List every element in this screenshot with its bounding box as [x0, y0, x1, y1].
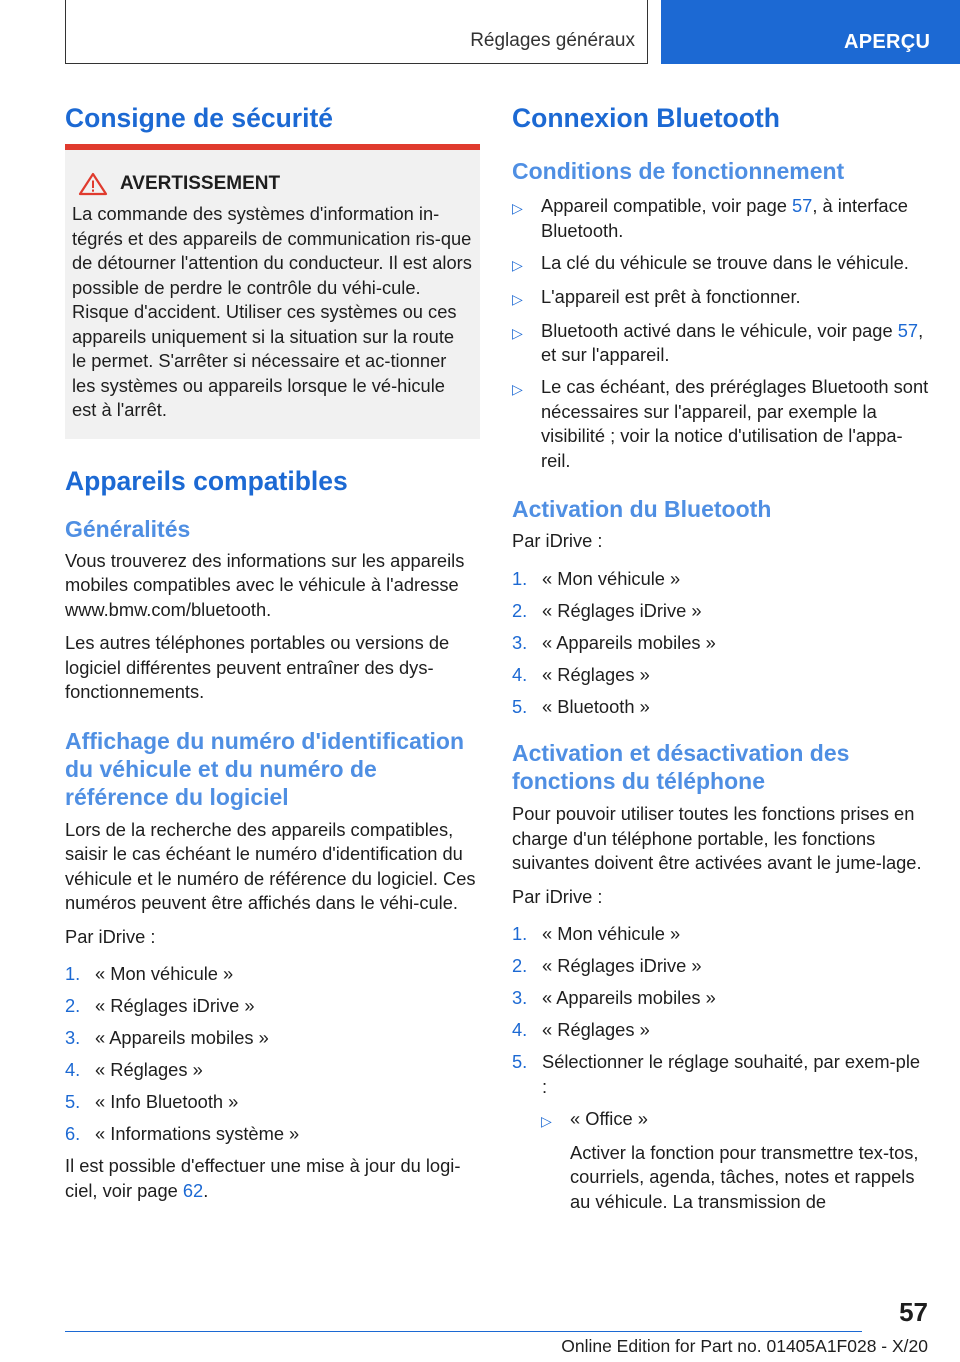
phone-steps [512, 922, 930, 1099]
ident-steps [65, 962, 480, 1147]
list-item: 4. « Réglages » [512, 1019, 650, 1040]
list-item: 3. « Appareils mobiles » [512, 631, 716, 653]
list-item: 5. « Info Bluetooth » [65, 1091, 239, 1112]
page-link-57[interactable]: 57 [792, 195, 813, 216]
list-item: 2. « Réglages iDrive » [65, 995, 255, 1016]
update-paragraph: Il est possible d'effectuer une mise à jour du logi-ciel, voir page 62. [65, 1155, 461, 1201]
list-item: 1. « Mon véhicule » [65, 963, 234, 984]
office-description: Activer la fonction pour transmettre tex-tos, courriels, agenda, tâches, notes et rappels au véhicule. La transmission de [570, 1141, 919, 1212]
footer-edition: Online Edition for Part no. 01405A1F028 - X/20 [561, 1336, 928, 1356]
header-frame [65, 0, 648, 64]
list-item: 5. Sélectionner le réglage souhaité, par exem-ple : [512, 1051, 921, 1097]
list-item: 4. « Réglages » [65, 1059, 203, 1080]
list-item: 3. « Appareils mobiles » [65, 1027, 269, 1048]
list-item: 6. « Informations système » [65, 1123, 300, 1144]
list-item: ▷ L'appareil est prêt à fonctionner. [512, 285, 930, 312]
conditions-heading: Conditions de fonctionnement [512, 158, 845, 184]
activation-heading: Activation du Bluetooth [512, 496, 772, 522]
activation-steps [512, 567, 930, 720]
page-link-62[interactable]: 62 [182, 1179, 204, 1201]
conditions-list [512, 194, 930, 473]
list-item: ▷ La clé du véhicule se trouve dans le véhicule. [512, 251, 930, 278]
general-paragraph-2: Les autres téléphones portables ou versions de logiciel différentes peuvent entraîner des dys-fonctionnements. [65, 632, 450, 702]
warning-triangle-icon [78, 172, 108, 196]
phone-functions-heading: Activation et désactivation des fonctions du téléphone [512, 740, 850, 794]
ident-paragraph: Lors de la recherche des appareils compatibles, saisir le cas échéant le numéro d'identification du véhicule et le numéro de référence du logiciel. Ces numéros peuvent être affichés dans le véhi-cule. [65, 818, 476, 913]
list-item: 1. « Mon véhicule » [512, 923, 681, 944]
general-heading: Généralités [65, 515, 191, 542]
phone-paragraph: Pour pouvoir utiliser toutes les fonctions prises en charge d'un téléphone portable, les fonctions suivantes doivent être activées avant le jume-lage. [512, 803, 922, 873]
safety-heading: Consigne de sécurité [65, 103, 334, 133]
list-item: ▷ « Office » [541, 1107, 930, 1134]
bluetooth-heading: Connexion Bluetooth [512, 103, 780, 133]
compat-heading: Appareils compatibles [65, 465, 348, 496]
list-item: ▷ Bluetooth activé dans le véhicule, voir page 57, et sur l'appareil. [512, 319, 930, 368]
bullet-icon: ▷ [512, 200, 523, 216]
list-item: 1. « Mon véhicule » [512, 567, 681, 589]
activation-intro: Par iDrive : [512, 530, 603, 551]
office-sublist [541, 1107, 930, 1134]
list-item: ▷ Le cas échéant, des préréglages Bluetooth sont nécessaires sur l'appareil, par exemple la visibilité ; voir la notice d'utilisation de l'appa-reil. [512, 375, 930, 473]
bullet-icon: ▷ [512, 324, 523, 341]
bullet-icon: ▷ [541, 1112, 552, 1129]
list-item: 5. « Bluetooth » [512, 695, 650, 717]
section-title: Réglages généraux [470, 30, 635, 51]
list-item: 4. « Réglages » [512, 663, 650, 685]
bullet-icon: ▷ [512, 290, 523, 307]
overview-tab[interactable]: APERÇU [661, 0, 960, 64]
footer-divider [65, 1331, 862, 1332]
warning-box [65, 144, 480, 439]
list-item: 2. « Réglages iDrive » [512, 599, 702, 621]
bullet-icon: ▷ [512, 381, 523, 397]
ident-heading: Affichage du numéro d'identification du véhicule et du numéro de référence du logiciel [65, 727, 465, 810]
left-column [65, 100, 480, 1203]
warning-text: La commande des systèmes d'information in-tégrés et des appareils de communication ris-que de détourner l'attention du conducteur. Il est alors possible de perdre le contrôle du véhi-cule. Risque d'accident. Utiliser ces systèmes ou ces appareils uniquement si la situation sur la route le permet. S'arrêter si nécessaire et ac-tionner les systèmes ou appareils lorsque le vé-hicule est à l'arrêt. [72, 203, 472, 420]
page-number: 57 [899, 1297, 928, 1327]
list-item: 2. « Réglages iDrive » [512, 955, 702, 976]
phone-intro: Par iDrive : [512, 885, 603, 907]
warning-header [72, 172, 473, 196]
right-column [512, 100, 930, 1214]
page-link-57[interactable]: 57 [897, 319, 919, 341]
list-item: 3. « Appareils mobiles » [512, 987, 716, 1008]
list-item: ▷ Appareil compatible, voir page 57, à interface Bluetooth. [512, 194, 930, 243]
warning-label: AVERTISSEMENT [120, 173, 281, 194]
general-paragraph-1: Vous trouverez des informations sur les appareils mobiles compatibles avec le véhicule à l'adresse www.bmw.com/bluetooth. [65, 549, 465, 620]
bullet-icon: ▷ [512, 256, 523, 273]
ident-intro: Par iDrive : [65, 925, 156, 947]
